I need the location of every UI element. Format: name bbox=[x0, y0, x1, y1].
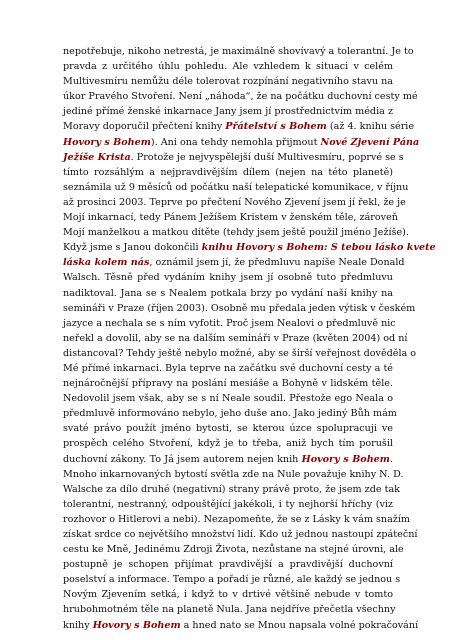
text-line: Walsche za dílo druhé (negativní) strany právě proto, že jsem zde tak bbox=[63, 483, 400, 495]
text-line bbox=[63, 150, 404, 165]
book-title: Nové Zjevení Pána bbox=[320, 136, 420, 148]
text-line: Mojí inkarnací, tedy Pánem Ježíšem Kristem v ženském těle, zároveň bbox=[63, 212, 398, 224]
text-line: jazyce a nechala se s ním vyfotit. Proč jsem Nealovi o předmluvě nic bbox=[63, 317, 396, 329]
text-line: seznámila už 9 měsíců od počátku naší telepatické komunikace, v říjnu bbox=[63, 181, 409, 193]
text-fragment: , oznámil jsem jí, že předmluvu napíše Neale Donald bbox=[149, 257, 405, 269]
text-line: Nedovolil jsem však, aby se s ní Neale soudil. Přestože ego Neala o bbox=[63, 393, 393, 405]
text-fragment: ). Ani ona tehdy nemohla přijmout bbox=[150, 136, 321, 148]
text-line: tolerantní, nestranný, odpouštějící jakékoli, i ty nejhorší hříchy (viz bbox=[63, 498, 393, 510]
book-title: knihu Hovory s Bohem: S tebou lásko kvete bbox=[201, 242, 436, 254]
book-title: Hovory s Bohem bbox=[63, 136, 151, 148]
document-page bbox=[63, 44, 436, 633]
text-fragment: . bbox=[389, 453, 393, 465]
text-line: rozhovor o Hitlerovi a nebi). Nezapomeňte, že se z Lásky k vám snažím bbox=[63, 513, 411, 525]
text-fragment: a hned nato se Mnou napsala volné pokračování bbox=[180, 619, 419, 631]
text-line bbox=[63, 618, 419, 633]
text-line: distancoval? Tehdy ještě nebylo možné, aby se širší veřejnost dověděla o bbox=[63, 347, 417, 359]
text-line: Mnoho inkarnovaných bytostí světla zde na Nule považuje knihy N. D. bbox=[63, 468, 404, 480]
text-fragment: . Protože je nejvyspělejší duší Multivesmíru, poprvé se s bbox=[130, 151, 404, 163]
text-line bbox=[63, 240, 436, 255]
text-line bbox=[63, 255, 405, 270]
text-line: předmluvě informováno nebylo, jeho duše ano. Jako jediný Bůh mám bbox=[63, 408, 397, 420]
text-fragment: Když jsme s Janou dokončili bbox=[63, 242, 202, 254]
text-line: prospěch celého Stvoření, když je to třeba, aniž bych tím porušil bbox=[63, 438, 393, 450]
book-title: Hovory s Bohem bbox=[301, 453, 390, 465]
text-line: Walsch. Těsně před vydáním knihy jsem jí osobně tuto předmluvu bbox=[63, 272, 393, 284]
text-line: nadiktoval. Jana se s Nealem potkala brzy po vydání naší knihy na bbox=[63, 287, 393, 299]
text-line: poselství a informace. Tempo a pořadí je různé, ale každý se jednou s bbox=[63, 574, 401, 586]
text-line: získat srdce co největšího množství lidí. Kdo už jednou nastoupí zpáteční bbox=[63, 529, 418, 540]
text-line: hrubohmotném těle na planetě Nula. Jana nejdříve přečetla všechny bbox=[63, 604, 396, 616]
text-fragment: Moravy doporučil přečtení knihy bbox=[63, 121, 226, 133]
text-line: semináři v Praze (říjen 2003). Osobně mu předala jeden výtisk v českém bbox=[63, 302, 416, 314]
book-title: Hovory s Bohem bbox=[92, 619, 181, 631]
book-title: Přátelství s Bohem bbox=[225, 121, 327, 133]
text-line: svaté právo použít jméno bytosti, se kterou úzce spolupracuji ve bbox=[63, 423, 393, 435]
text-line: tímto rozsáhlým a nejpravdivějším dílem (nejen na této planetě) bbox=[63, 166, 393, 178]
text-line: Mé přímé inkarnaci. Byla teprve na začátku své duchovní cesty a té bbox=[63, 362, 393, 374]
text-line: úkor Pravého Stvoření. Není „náhoda“, že na počátku duchovní cesty mé bbox=[63, 91, 418, 103]
text-line: nejnáročnější přípravy na poslání mesiáše a Bohyně v lidském těle. bbox=[63, 378, 393, 390]
text-fragment: (až 4. knihu série bbox=[326, 121, 415, 133]
book-title: Ježíše Krista bbox=[63, 151, 131, 163]
book-title: láska kolem nás bbox=[63, 257, 150, 269]
text-line: pravda z určitého úhlu pohledu. Ale vzhledem k situaci v celém bbox=[63, 61, 393, 73]
text-fragment: knihy bbox=[63, 619, 93, 631]
text-line: Multivesmíru nemůžu déle tolerovat rozpínání negativního stavu na bbox=[63, 76, 393, 88]
text-line: až prosinci 2003. Teprve po přečtení Nového Zjevení jsem jí řekl, že je bbox=[63, 196, 406, 208]
text-line bbox=[63, 135, 420, 150]
text-line: cestu ke Mně, Jedinému Zdroji Života, nezůstane na stejné úrovni, ale bbox=[63, 544, 404, 556]
text-line bbox=[63, 119, 415, 134]
text-line: Novým Zjevením setká, i když to v drtivé většině nebude v tomto bbox=[63, 589, 393, 601]
text-line: Mojí manželkou a matkou dítěte (tehdy jsem ještě použil jméno Ježíše). bbox=[63, 227, 409, 239]
text-line: nepotřebuje, nikoho netrestá, je maximálně shovívavý a tolerantní. Je to bbox=[63, 46, 414, 57]
text-fragment: duchovní zákony. To Já jsem autorem nejen knih bbox=[63, 453, 302, 465]
text-line: postupně je schopen přijímat pravdivější a pravdivější duchovní bbox=[63, 559, 393, 571]
text-line bbox=[63, 452, 393, 467]
text-line: jediné přímé ženské inkarnace Jany jsem jí prostřednictvím média z bbox=[63, 106, 393, 118]
text-line: neřekl a dovolil, aby se na dalším semináři v Praze (květen 2004) od ní bbox=[63, 332, 408, 344]
